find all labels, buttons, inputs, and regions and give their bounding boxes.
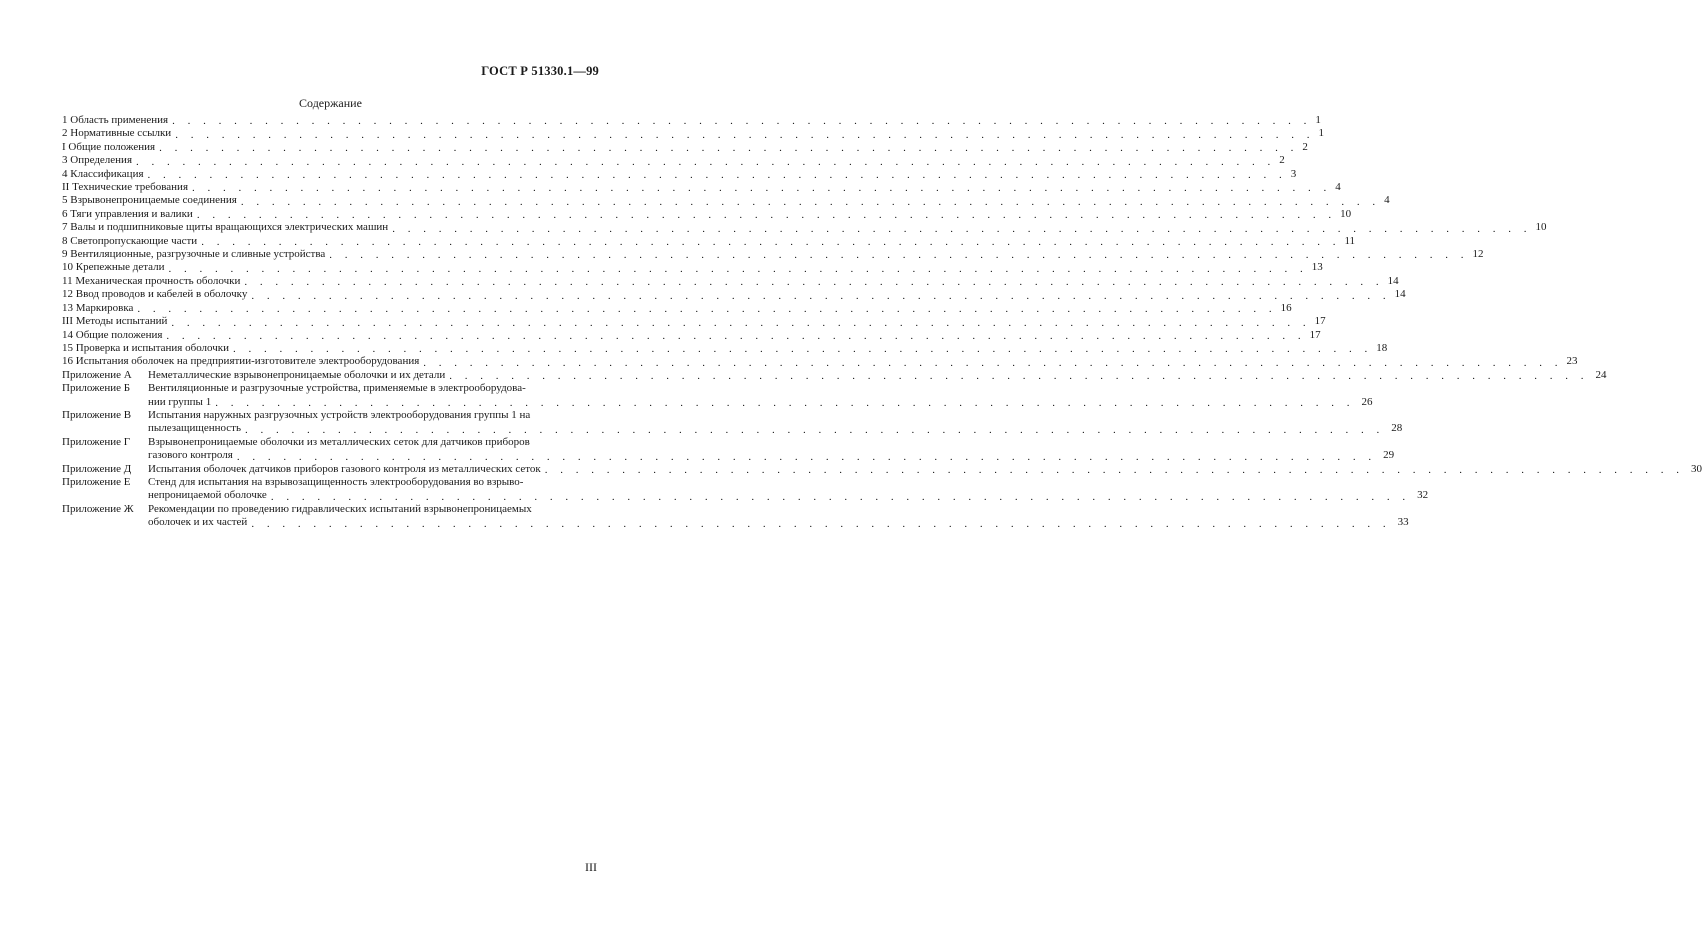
toc-entry[interactable] bbox=[62, 154, 1285, 167]
dot-leader bbox=[251, 519, 1390, 530]
toc-entry-page: 17 bbox=[1314, 315, 1326, 328]
appendix-label: Приложение Ж bbox=[62, 502, 134, 515]
toc-entry-title: 14 Общие положения bbox=[62, 328, 163, 341]
toc-entry[interactable] bbox=[62, 114, 1321, 127]
dot-leader bbox=[175, 130, 1314, 141]
toc-entry[interactable] bbox=[62, 207, 1352, 221]
toc-entry-title: 3 Определения bbox=[62, 154, 133, 167]
toc-appendix-entry[interactable] bbox=[62, 502, 1409, 530]
page-number: III bbox=[585, 860, 597, 874]
toc-entry-title: 4 Классификация bbox=[62, 167, 144, 180]
toc-entry[interactable] bbox=[62, 140, 1308, 154]
toc-entry[interactable] bbox=[62, 288, 1406, 301]
dot-leader bbox=[271, 492, 1410, 503]
toc-entry[interactable] bbox=[62, 315, 1326, 328]
dot-leader bbox=[172, 116, 1311, 127]
dot-leader bbox=[545, 465, 1684, 476]
appendix-title-line: оболочек и их частей bbox=[148, 516, 248, 529]
appendix-body bbox=[148, 409, 1402, 436]
appendix-body bbox=[148, 463, 1702, 476]
toc-entry-page: 11 bbox=[1344, 234, 1356, 247]
toc-entry-page: 32 bbox=[1417, 489, 1429, 502]
toc-entry-title: 11 Механическая прочность оболочки bbox=[62, 274, 241, 287]
toc-entry[interactable] bbox=[62, 261, 1323, 274]
toc-entry-page: 4 bbox=[1384, 194, 1390, 207]
appendix-label: Приложение А bbox=[62, 368, 132, 381]
appendix-title-line: Испытания наружных разгрузочных устройств электрооборудования группы 1 на bbox=[148, 408, 531, 421]
toc-entry-page: 26 bbox=[1361, 395, 1373, 408]
dot-leader bbox=[166, 331, 1305, 342]
toc-appendix-entry[interactable] bbox=[62, 435, 1395, 463]
toc-entry-title: 5 Взрывонепроницаемые соединения bbox=[62, 194, 237, 207]
toc-title: Содержание bbox=[299, 96, 362, 110]
toc-entry-page: 2 bbox=[1302, 140, 1308, 153]
appendix-body bbox=[148, 436, 1394, 463]
toc-appendix-entry[interactable] bbox=[62, 382, 1373, 409]
toc-appendices bbox=[62, 368, 1702, 530]
toc-entry-title: 12 Ввод проводов и кабелей в оболочку bbox=[62, 288, 248, 301]
dot-leader bbox=[392, 224, 1531, 235]
toc-entry-title: 8 Светопропускающие части bbox=[62, 234, 198, 247]
appendix-title-line: Неметаллические взрывонепроницаемые оболочки и их детали bbox=[148, 368, 446, 381]
appendix-label: Приложение Е bbox=[62, 475, 131, 488]
toc-entry-page: 18 bbox=[1376, 341, 1388, 354]
toc-entry-page: 1 bbox=[1318, 127, 1324, 140]
toc-entry[interactable] bbox=[62, 341, 1388, 355]
toc-entry-page: 28 bbox=[1391, 422, 1403, 435]
toc-entry-title: 2 Нормативные ссылки bbox=[62, 127, 172, 140]
appendix-title-line: Стенд для испытания на взрывозащищенность электрооборудования во взрыво- bbox=[148, 475, 524, 488]
toc-entry[interactable] bbox=[62, 328, 1321, 342]
table-of-contents bbox=[62, 114, 1702, 530]
toc-appendix-entry[interactable] bbox=[62, 475, 1429, 503]
toc-entry-page: 14 bbox=[1387, 274, 1399, 287]
appendix-title-line: пылезащищенность bbox=[148, 422, 241, 435]
dot-leader bbox=[237, 452, 1376, 463]
dot-leader bbox=[329, 250, 1468, 261]
toc-entry-page: 4 bbox=[1335, 181, 1341, 194]
toc-entry-page: 29 bbox=[1383, 449, 1395, 462]
toc-appendix-entry[interactable] bbox=[62, 368, 1607, 382]
toc-entry-title: 10 Крепежные детали bbox=[62, 261, 165, 274]
toc-entry-title: 16 Испытания оболочек на предприятии-изготовителе электрооборудования bbox=[62, 355, 420, 368]
dot-leader bbox=[137, 304, 1276, 315]
toc-entry[interactable] bbox=[62, 221, 1547, 234]
toc-entry[interactable] bbox=[62, 355, 1578, 368]
dot-leader bbox=[233, 344, 1372, 355]
toc-entry[interactable] bbox=[62, 274, 1399, 288]
appendix-body bbox=[148, 382, 1372, 409]
toc-entry-title: 13 Маркировка bbox=[62, 301, 134, 314]
toc-entry-page: 30 bbox=[1691, 462, 1702, 475]
appendix-label: Приложение Д bbox=[62, 462, 132, 475]
toc-entry[interactable] bbox=[62, 234, 1356, 248]
appendix-title-line: Рекомендации по проведению гидравлических испытаний взрывонепроницаемых bbox=[148, 502, 532, 515]
toc-entry-title: 15 Проверка и испытания оболочки bbox=[62, 341, 230, 354]
dot-leader bbox=[169, 264, 1308, 275]
toc-entry[interactable] bbox=[62, 181, 1341, 194]
appendix-body bbox=[148, 369, 1606, 382]
toc-entry-title: 7 Валы и подшипниковые щиты вращающихся электрических машин bbox=[62, 221, 389, 234]
dot-leader bbox=[136, 157, 1275, 168]
toc-entry-page: 3 bbox=[1290, 167, 1297, 180]
toc-entry-title: II Технические требования bbox=[62, 181, 189, 194]
toc-entry-title: I Общие положения bbox=[62, 140, 156, 153]
toc-appendix-entry[interactable] bbox=[62, 408, 1403, 436]
appendix-title-line: нии группы 1 bbox=[148, 395, 212, 408]
toc-entry-page: 17 bbox=[1309, 328, 1321, 341]
appendix-title-line: Испытания оболочек датчиков приборов газового контроля из металлических сеток bbox=[148, 462, 541, 475]
appendix-title-line: Взрывонепроницаемые оболочки из металлических сеток для датчиков приборов bbox=[148, 435, 530, 448]
toc-entry-page: 12 bbox=[1472, 248, 1484, 261]
appendix-body bbox=[148, 503, 1409, 530]
toc-entry[interactable] bbox=[62, 167, 1297, 181]
toc-sections bbox=[62, 114, 1578, 369]
appendix-label: Приложение Б bbox=[62, 382, 131, 395]
toc-entry[interactable] bbox=[62, 301, 1292, 315]
dot-leader bbox=[171, 318, 1310, 329]
toc-entry-page: 2 bbox=[1279, 154, 1285, 167]
toc-entry-page: 10 bbox=[1535, 221, 1547, 234]
dot-leader bbox=[251, 291, 1390, 302]
toc-appendix-entry[interactable] bbox=[62, 462, 1702, 476]
appendix-title-line: непроницаемой оболочке bbox=[148, 489, 267, 502]
toc-entry-page: 1 bbox=[1315, 114, 1321, 126]
toc-entry-title: 1 Область применения bbox=[62, 114, 169, 126]
dot-leader bbox=[449, 371, 1588, 382]
toc-entry[interactable] bbox=[62, 194, 1390, 207]
dot-leader bbox=[215, 398, 1354, 409]
toc-entry-page: 23 bbox=[1566, 355, 1578, 368]
dot-leader bbox=[423, 358, 1562, 369]
document-code: ГОСТ Р 51330.1—99 bbox=[481, 64, 599, 78]
toc-entry-title: 6 Тяги управления и валики bbox=[62, 207, 193, 220]
toc-entry-title: III Методы испытаний bbox=[62, 315, 168, 328]
dot-leader bbox=[201, 237, 1340, 248]
toc-entry-title: 9 Вентиляционные, разгрузочные и сливные устройства bbox=[62, 248, 326, 261]
appendix-body bbox=[148, 476, 1428, 503]
dot-leader bbox=[159, 143, 1298, 154]
appendix-title-line: Вентиляционные и разгрузочные устройства, применяемые в электрооборудова- bbox=[148, 382, 526, 395]
toc-entry-page: 24 bbox=[1595, 368, 1607, 381]
dot-leader bbox=[148, 170, 1287, 181]
appendix-label: Приложение Г bbox=[62, 435, 131, 448]
appendix-title-line: газового контроля bbox=[148, 449, 233, 462]
toc-entry-page: 10 bbox=[1340, 207, 1352, 220]
dot-leader bbox=[192, 183, 1331, 194]
appendix-label: Приложение В bbox=[62, 408, 132, 421]
dot-leader bbox=[245, 425, 1384, 436]
dot-leader bbox=[241, 197, 1380, 208]
dot-leader bbox=[244, 277, 1383, 288]
toc-entry-page: 33 bbox=[1397, 516, 1409, 529]
toc-entry-page: 16 bbox=[1280, 301, 1292, 314]
toc-entry[interactable] bbox=[62, 127, 1324, 140]
dot-leader bbox=[197, 210, 1336, 221]
toc-entry-page: 14 bbox=[1394, 288, 1406, 301]
toc-entry-page: 13 bbox=[1311, 261, 1323, 274]
toc-entry[interactable] bbox=[62, 248, 1484, 261]
